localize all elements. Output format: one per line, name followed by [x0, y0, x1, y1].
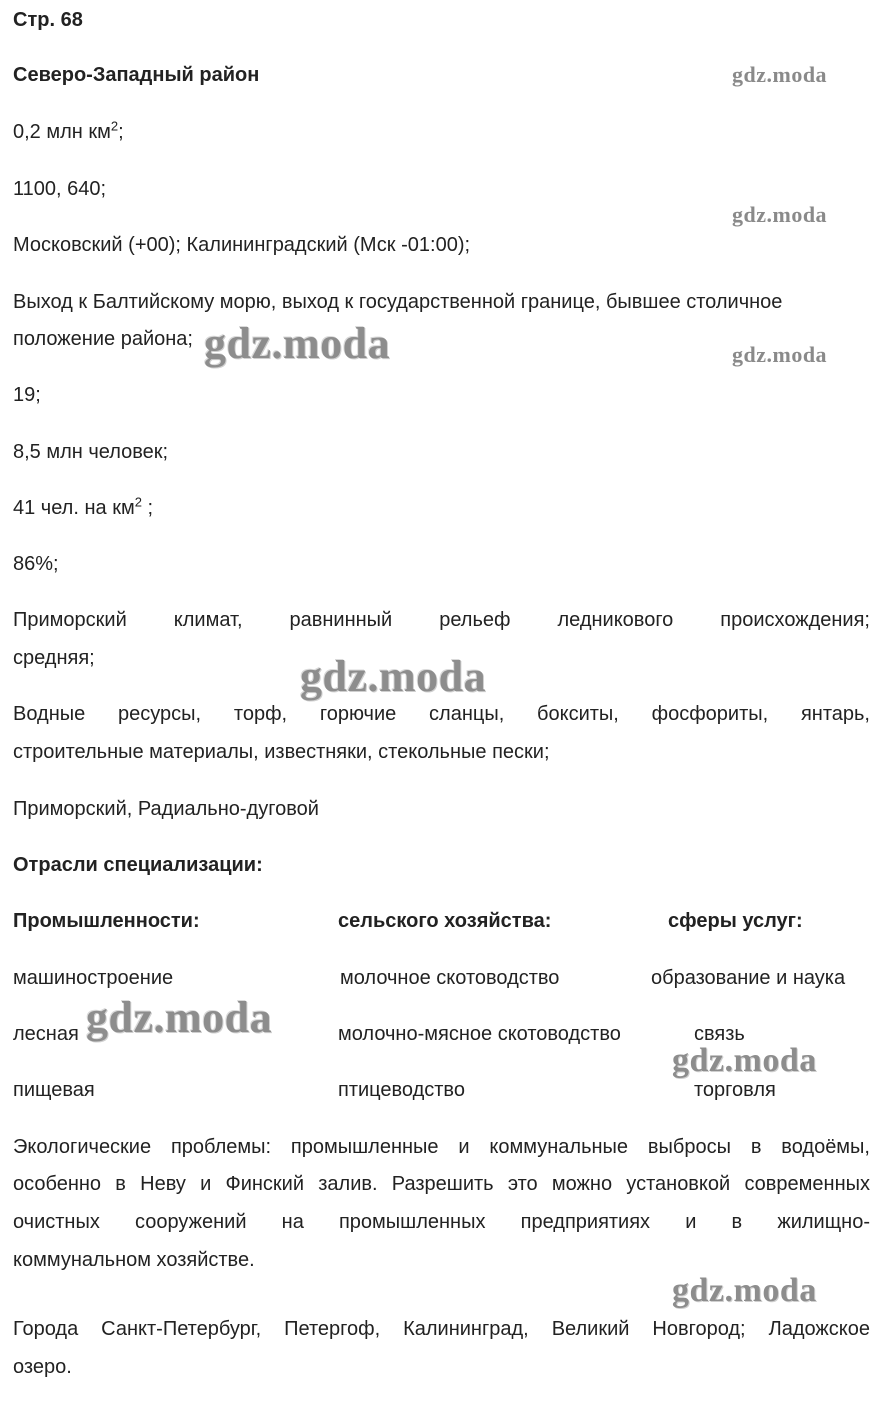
population-answer: 8,5 млн человек; [13, 441, 169, 463]
watermark-logo: gdz.moda [86, 993, 273, 1042]
area-answer: 0,2 млн $км^2$; [13, 118, 124, 143]
watermark-logo: gdz.moda [300, 652, 487, 701]
watermark-logo: gdz.moda [732, 342, 828, 367]
column-header-agriculture: сельского хозяйства: [338, 910, 552, 932]
climate-answer-line2: средняя; [13, 647, 95, 669]
agriculture-item: молочное скотоводство [340, 967, 560, 989]
page-number: Стр. 68 [13, 9, 83, 31]
region-title: Северо-Западный район [13, 64, 260, 86]
ecology-line: очистных сооружений на промышленных предприятиях и в жилищно- [13, 1211, 870, 1233]
time-zones-answer: Московский (+00); Калининградский (Мск -01:00); [13, 234, 471, 256]
watermark-logo: gdz.moda [732, 202, 828, 227]
services-item: образование и наука [651, 967, 846, 989]
resources-answer-line2: строительные материалы, известняки, стекольные пески; [13, 741, 550, 763]
cities-answer-line2: озеро. [13, 1356, 72, 1378]
position-answer-line2: положение района; [13, 328, 193, 350]
density-answer: 41 чел. на $км^2$ ; [13, 494, 154, 519]
resources-answer-line1: Водные ресурсы, торф, горючие сланцы, бокситы, фосфориты, янтарь, [13, 703, 870, 725]
ecology-line: особенно в Неву и Финский залив. Разрешить это можно установкой современных [13, 1173, 870, 1195]
transport-answer: Приморский, Радиально-дуговой [13, 798, 319, 820]
watermark-logo: gdz.moda [732, 62, 828, 87]
services-item: торговля [694, 1079, 776, 1101]
urban-answer: 86%; [13, 553, 59, 575]
climate-answer-line1: Приморский климат, равнинный рельеф ледникового происхождения; [13, 609, 870, 631]
services-item: связь [694, 1023, 745, 1045]
industry-item: лесная [13, 1023, 79, 1045]
agriculture-item: молочно-мясное скотоводство [338, 1023, 621, 1045]
column-header-services: сферы услуг: [668, 910, 803, 932]
watermark-logo: gdz.moda [672, 1272, 817, 1309]
ecology-line: коммунальном хозяйстве. [13, 1249, 255, 1271]
specialization-heading: Отрасли специализации: [13, 854, 263, 876]
distances-answer: 1100, 640; [13, 178, 107, 200]
cities-answer-line1: Города Санкт-Петербург, Петергоф, Калининград, Великий Новгород; Ладожское [13, 1318, 870, 1340]
position-answer-line1: Выход к Балтийскому морю, выход к государственной границе, бывшее столичное [13, 291, 783, 313]
subjects-answer: 19; [13, 384, 41, 406]
column-header-industry: Промышленности: [13, 910, 200, 932]
ecology-line: Экологические проблемы: промышленные и коммунальные выбросы в водоёмы, [13, 1136, 870, 1158]
watermark-logo: gdz.moda [204, 319, 391, 368]
industry-item: машиностроение [13, 967, 174, 989]
industry-item: пищевая [13, 1079, 95, 1101]
agriculture-item: птицеводство [338, 1079, 465, 1101]
watermark-logo: gdz.moda [672, 1042, 817, 1079]
